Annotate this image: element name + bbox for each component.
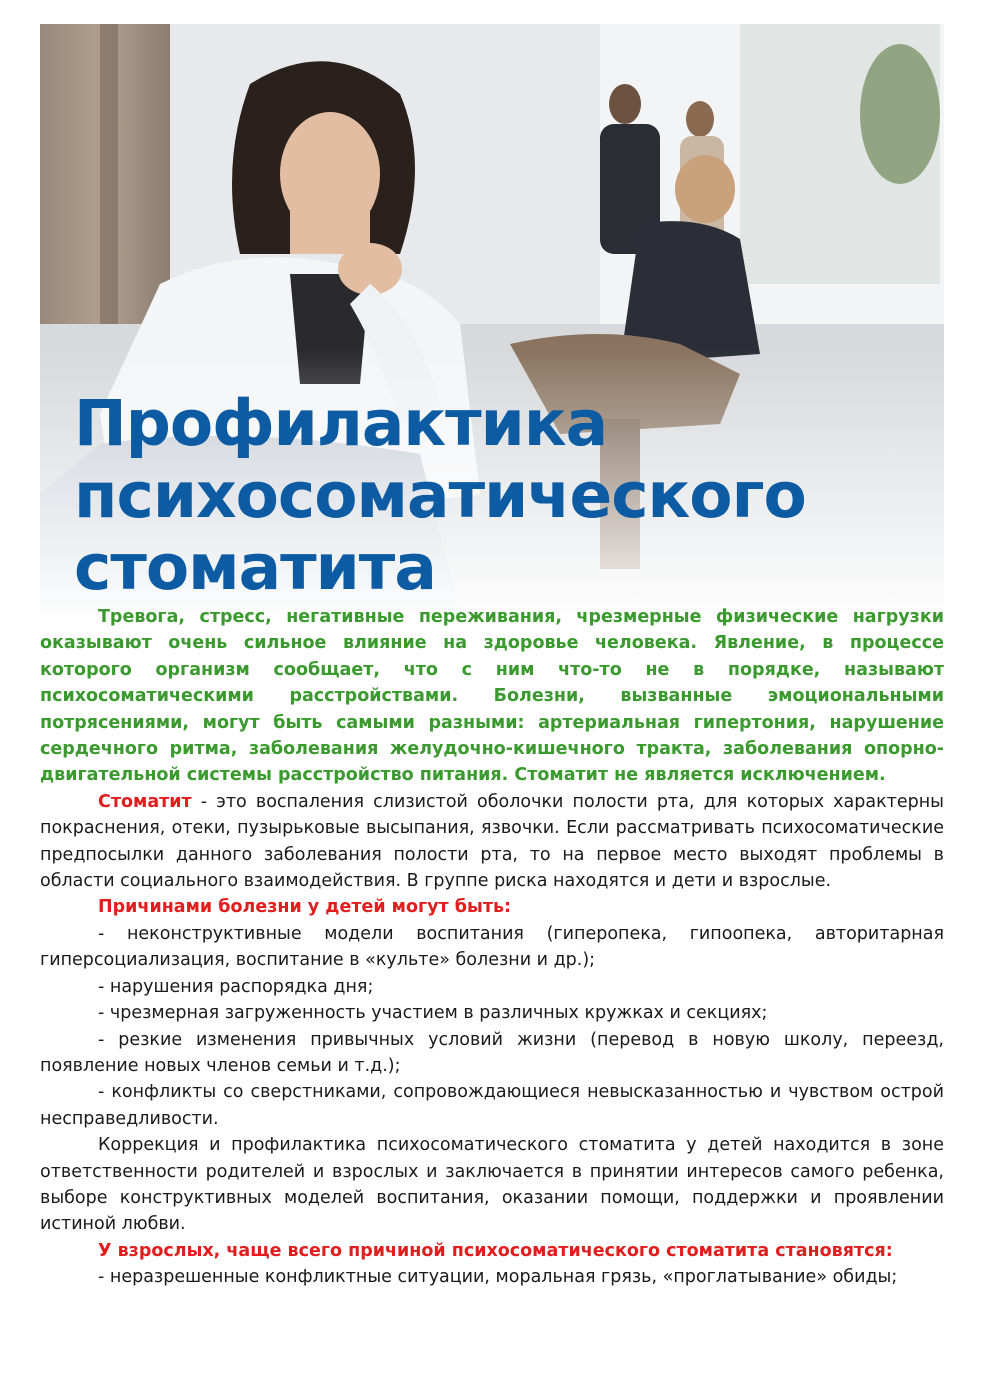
title-line-2: психосоматического: [74, 459, 806, 532]
adult-causes-heading: У взрослых, чаще всего причиной психосоматического стоматита становятся:: [98, 1240, 893, 1261]
children-cause-item: - конфликты со сверстниками, сопровождающиеся невысказанностью и чувством острой несправедливости.: [40, 1082, 944, 1129]
title-line-3: стоматита: [74, 531, 436, 604]
definition-paragraph: [40, 789, 944, 895]
page-title: [74, 388, 806, 604]
children-cause-item: - резкие изменения привычных условий жизни (перевод в новую школу, переезд, появление новых членов семьи и т.д.);: [40, 1029, 944, 1076]
children-cause-item: - чрезмерная загруженность участием в различных кружках и секциях;: [98, 1003, 768, 1024]
definition-term: Стоматит: [98, 791, 192, 812]
definition-text: - это воспаления слизистой оболочки полости рта, для которых характерны покраснения, отеки, пузырьковые высыпания, язвочки. Если рассматривать психосоматические предпосылки данного заболевания полости рта, то на первое место выходят проблемы в области социального взаимодействия. В группе риска находятся и дети и взрослые.: [40, 791, 944, 892]
article-body: [40, 604, 944, 1291]
adult-cause-item: - неразрешенные конфликтные ситуации, моральная грязь, «проглатывание» обиды;: [98, 1267, 898, 1288]
children-cause-item: - нарушения распорядка дня;: [98, 976, 374, 997]
correction-paragraph: Коррекция и профилактика психосоматического стоматита у детей находится в зоне ответственности родителей и взрослых и заключается в принятии интересов самого ребенка, выборе конструктивных моделей воспитания, оказании помощи, поддержки и проявлении истиной любви.: [40, 1135, 944, 1235]
children-causes-heading: Причинами болезни у детей могут быть:: [98, 897, 512, 918]
children-cause-item: - неконструктивные модели воспитания (гиперопека, гипоопека, авторитарная гиперсоциализация, воспитание в «культе» болезни и др.);: [40, 923, 944, 971]
intro-paragraph: Тревога, стресс, негативные переживания, чрезмерные физические нагрузки оказывают очень сильное влияние на здоровье человека. Явление, в процессе которого организм сообщает, что с ним что-то не в порядке, называют психосоматическими расстройствами. Болезни, вызванные эмоциональными потрясениями, могут быть самыми разными: артериальная гипертония, нарушение сердечного ритма, заболевания желудочно-кишечного тракта, заболевания опорно-двигательной системы расстройство питания. Стоматит не является исключением.: [40, 607, 944, 786]
title-line-1: Профилактика: [74, 387, 608, 460]
